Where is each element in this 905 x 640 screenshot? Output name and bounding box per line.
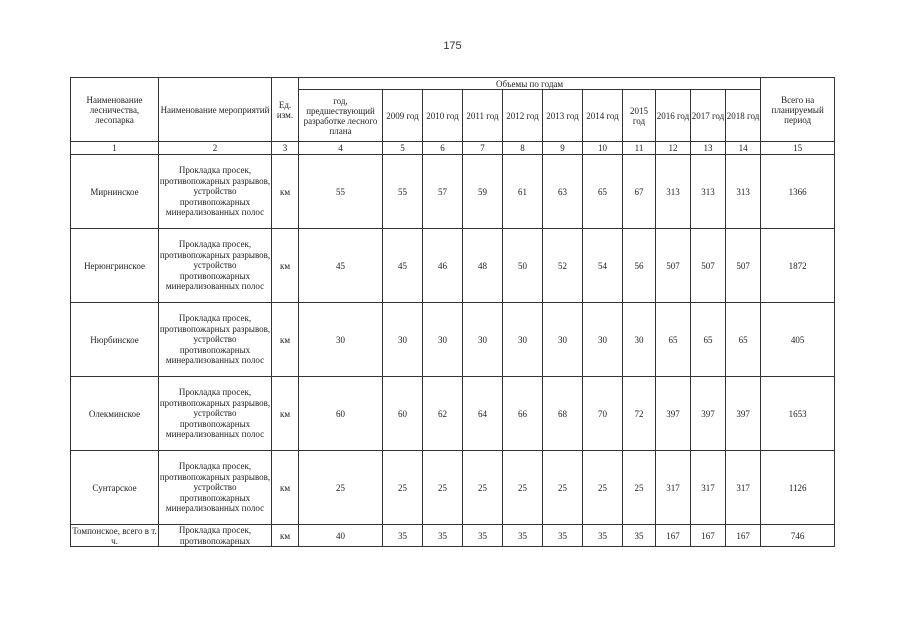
column-number: 11 (623, 142, 656, 155)
column-number: 3 (272, 142, 299, 155)
year-value-cell: 30 (423, 303, 463, 377)
header-year: 2018 год (726, 90, 761, 142)
column-number: 13 (691, 142, 726, 155)
activity-cell: Прокладка просек, противопожарных разрывов, устройство противопожарных минерализованных полос (159, 303, 272, 377)
activity-cell: Прокладка просек, противопожарных разрывов, устройство противопожарных минерализованных полос (159, 229, 272, 303)
total-value-cell: 1126 (761, 451, 835, 525)
column-number: 10 (583, 142, 623, 155)
header-year: 2014 год (583, 90, 623, 142)
year-value-cell: 72 (623, 377, 656, 451)
table-body (71, 142, 835, 547)
year-value-cell: 507 (691, 229, 726, 303)
year-value-cell: 30 (583, 303, 623, 377)
year-value-cell: 167 (656, 525, 691, 547)
year-value-cell: 48 (463, 229, 503, 303)
column-number: 6 (423, 142, 463, 155)
year-value-cell: 55 (383, 155, 423, 229)
forestry-name-cell: Томпонское, всего в т. ч. (72, 525, 157, 546)
year-value-cell: 167 (691, 525, 726, 547)
activity-cell: Прокладка просек, противопожарных разрывов, устройство противопожарных минерализованных полос (159, 377, 272, 451)
year-value-cell: 35 (383, 525, 423, 547)
year-value-cell: 30 (383, 303, 423, 377)
year-value-cell: 45 (383, 229, 423, 303)
year-value-cell: 52 (543, 229, 583, 303)
forestry-name-cell: Нюрбинское (71, 303, 159, 377)
unit-cell: км (272, 303, 299, 377)
prev-year-value-cell: 25 (299, 451, 383, 525)
total-value-cell: 1872 (761, 229, 835, 303)
year-value-cell: 68 (543, 377, 583, 451)
prev-year-value-cell: 60 (299, 377, 383, 451)
year-value-cell: 30 (503, 303, 543, 377)
column-number: 14 (726, 142, 761, 155)
year-value-cell: 65 (583, 155, 623, 229)
column-number: 2 (159, 142, 272, 155)
year-value-cell: 30 (623, 303, 656, 377)
year-value-cell: 397 (726, 377, 761, 451)
header-year: 2011 год (463, 90, 503, 142)
year-value-cell: 25 (623, 451, 656, 525)
forestry-name-cell: Нерюнгринское (71, 229, 159, 303)
year-value-cell: 50 (503, 229, 543, 303)
activity-cell: Прокладка просек, противопожарных разрывов, устройство противопожарных минерализованных полос (159, 155, 272, 229)
year-value-cell: 25 (423, 451, 463, 525)
header-forestry: Наименование лесничества, лесопарка (71, 78, 159, 142)
header-year: 2012 год (503, 90, 543, 142)
column-number: 12 (656, 142, 691, 155)
total-value-cell: 1366 (761, 155, 835, 229)
column-number: 9 (543, 142, 583, 155)
column-number: 5 (383, 142, 423, 155)
header-year: 2015 год (623, 90, 656, 142)
header-unit: Ед. изм. (272, 78, 299, 142)
column-number: 15 (761, 142, 835, 155)
page-number: 175 (443, 40, 462, 52)
year-value-cell: 317 (691, 451, 726, 525)
header-volumes-by-year: Объемы по годам (299, 78, 761, 90)
prev-year-value-cell: 55 (299, 155, 383, 229)
table-row (71, 525, 835, 547)
year-value-cell: 65 (691, 303, 726, 377)
unit-cell: км (272, 377, 299, 451)
table-row (71, 155, 835, 229)
year-value-cell: 64 (463, 377, 503, 451)
year-value-cell: 65 (656, 303, 691, 377)
year-value-cell: 66 (503, 377, 543, 451)
column-number: 8 (503, 142, 543, 155)
year-value-cell: 54 (583, 229, 623, 303)
year-value-cell: 35 (543, 525, 583, 547)
year-value-cell: 30 (463, 303, 503, 377)
year-value-cell: 397 (691, 377, 726, 451)
year-value-cell: 25 (583, 451, 623, 525)
year-value-cell: 46 (423, 229, 463, 303)
table-row (71, 303, 835, 377)
year-value-cell: 57 (423, 155, 463, 229)
year-value-cell: 35 (463, 525, 503, 547)
table-row (71, 229, 835, 303)
activity-cell: Прокладка просек, противопожарных разрывов, устройство противопожарных минерализованных полос (159, 451, 272, 525)
year-value-cell: 25 (543, 451, 583, 525)
year-value-cell: 317 (656, 451, 691, 525)
header-year: 2009 год (383, 90, 423, 142)
year-value-cell: 25 (383, 451, 423, 525)
total-value-cell: 405 (761, 303, 835, 377)
prev-year-value-cell: 30 (299, 303, 383, 377)
year-value-cell: 67 (623, 155, 656, 229)
year-value-cell: 397 (656, 377, 691, 451)
total-value-cell: 1653 (761, 377, 835, 451)
year-value-cell: 63 (543, 155, 583, 229)
prev-year-value-cell: 45 (299, 229, 383, 303)
year-value-cell: 35 (423, 525, 463, 547)
activity-cell: Прокладка просек, противопожарных (159, 525, 272, 547)
unit-cell: км (272, 451, 299, 525)
year-value-cell: 507 (726, 229, 761, 303)
table-row (71, 377, 835, 451)
header-activity: Наименование мероприятий (159, 78, 272, 142)
table-row (71, 451, 835, 525)
header-year: 2013 год (543, 90, 583, 142)
year-value-cell: 70 (583, 377, 623, 451)
year-value-cell: 507 (656, 229, 691, 303)
forestry-name-cell: Сунтарское (71, 451, 159, 525)
year-value-cell: 313 (726, 155, 761, 229)
unit-cell: км (272, 229, 299, 303)
year-value-cell: 35 (583, 525, 623, 547)
forest-plan-table (70, 77, 835, 547)
total-value-cell: 746 (761, 525, 835, 547)
column-number: 7 (463, 142, 503, 155)
year-value-cell: 313 (691, 155, 726, 229)
year-value-cell: 35 (623, 525, 656, 547)
table-header (71, 78, 835, 142)
year-value-cell: 167 (726, 525, 761, 547)
header-year: 2017 год (691, 90, 726, 142)
year-value-cell: 60 (383, 377, 423, 451)
year-value-cell: 35 (503, 525, 543, 547)
prev-year-value-cell: 40 (299, 525, 383, 547)
year-value-cell: 61 (503, 155, 543, 229)
forestry-name-cell: Мирнинское (71, 155, 159, 229)
year-value-cell: 317 (726, 451, 761, 525)
header-year: 2010 год (423, 90, 463, 142)
unit-cell: км (272, 525, 299, 547)
year-value-cell: 65 (726, 303, 761, 377)
year-value-cell: 56 (623, 229, 656, 303)
year-value-cell: 62 (423, 377, 463, 451)
year-value-cell: 313 (656, 155, 691, 229)
year-value-cell: 25 (463, 451, 503, 525)
column-number: 4 (299, 142, 383, 155)
forestry-name-cell: Олекминское (71, 377, 159, 451)
header-total: Всего на планируемый период (761, 78, 835, 142)
column-number: 1 (71, 142, 159, 155)
unit-cell: км (272, 155, 299, 229)
year-value-cell: 25 (503, 451, 543, 525)
header-year-prev: год, предшествующий разработке лесного плана (299, 90, 383, 142)
year-value-cell: 30 (543, 303, 583, 377)
column-number-row (71, 142, 835, 155)
year-value-cell: 59 (463, 155, 503, 229)
header-year: 2016 год (656, 90, 691, 142)
